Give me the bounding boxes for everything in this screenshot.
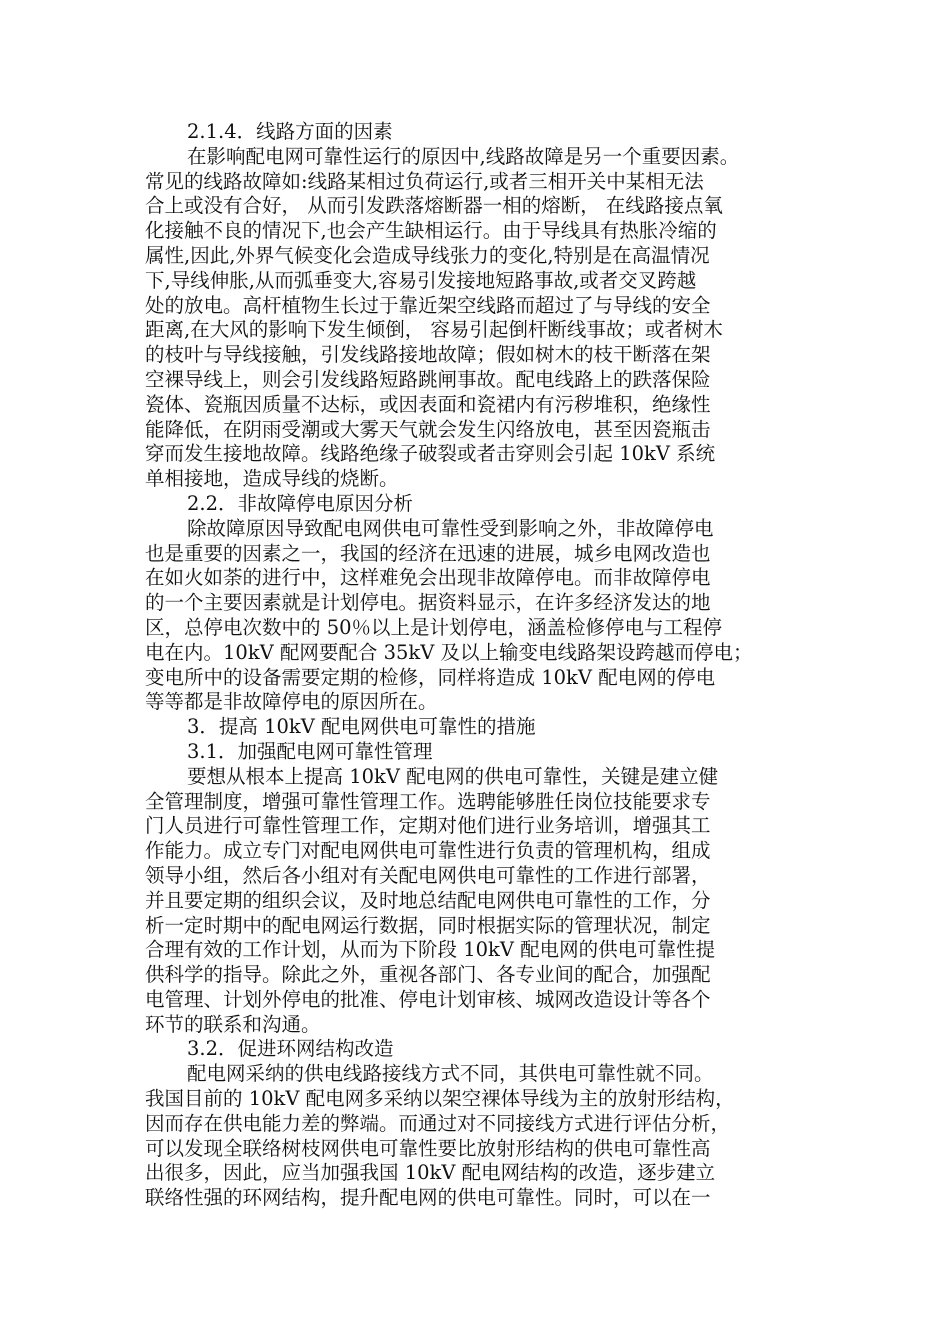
document-body [145, 120, 805, 1211]
paragraph-line: 作能力。成立专门对配电网供电可靠性进行负责的管理机构，组成 [145, 839, 711, 863]
paragraph-line: 配电网采纳的供电线路接线方式不同，其供电可靠性就不同。 [187, 1062, 714, 1086]
paragraph-line: 常见的线路故障如:线路某相过负荷运行,或者三相开关中某相无法 [145, 169, 704, 193]
paragraph-line: 区，总停电次数中的 50％以上是计划停电，涵盖检修停电与工程停 [145, 615, 723, 639]
paragraph-line: 并且要定期的组织会议，及时地总结配电网供电可靠性的工作，分 [145, 888, 711, 912]
paragraph-line: 析一定时期中的配电网运行数据，同时根据实际的管理状况，制定 [145, 913, 711, 937]
paragraph-line: 的一个主要因素就是计划停电。据资料显示，在许多经济发达的地 [145, 591, 711, 615]
paragraph-line: 电在内。10kV 配网要配合 35kV 及以上输变电线路架设跨越而停电； [145, 640, 753, 664]
paragraph-line: 供科学的指导。除此之外，重视各部门、各专业间的配合，加强配 [145, 963, 711, 987]
paragraph-line: 合理有效的工作计划，从而为下阶段 10kV 配电网的供电可靠性提 [145, 938, 716, 962]
paragraph-line: 除故障原因导致配电网供电可靠性受到影响之外，非故障停电 [187, 516, 714, 540]
paragraph-line: 属性,因此,外界气候变化会造成导线张力的变化,特别是在高温情况 [145, 243, 710, 267]
paragraph-line: 合上或没有合好， 从而引发跌落熔断器一相的熔断， 在线路接点氧 [145, 194, 723, 218]
section-heading-2-2: 2.2．非故障停电原因分析 [187, 491, 414, 515]
paragraph-line: 空裸导线上，则会引发线路短路跳闸事故。配电线路上的跌落保险 [145, 367, 711, 391]
paragraph-line: 要想从根本上提高 10kV 配电网的供电可靠性，关键是建立健 [187, 764, 719, 788]
section-heading-3-2: 3.2．促进环网结构改造 [187, 1037, 394, 1061]
paragraph-line: 的枝叶与导线接触，引发线路接地故障；假如树木的枝干断落在架 [145, 343, 711, 367]
paragraph-line: 可以发现全联络树枝网供电可靠性要比放射形结构的供电可靠性高 [145, 1136, 711, 1160]
paragraph-line: 领导小组，然后各小组对有关配电网供电可靠性的工作进行部署， [145, 863, 711, 887]
paragraph-line: 门人员进行可靠性管理工作，定期对他们进行业务培训，增强其工 [145, 814, 711, 838]
paragraph-line: 穿而发生接地故障。线路绝缘子破裂或者击穿则会引起 10kV 系统 [145, 442, 716, 466]
section-heading-3: 3．提高 10kV 配电网供电可靠性的措施 [187, 715, 536, 739]
paragraph-line: 全管理制度，增强可靠性管理工作。选聘能够胜任岗位技能要求专 [145, 789, 711, 813]
paragraph-line: 距离,在大风的影响下发生倾倒， 容易引起倒杆断线事故；或者树木 [145, 318, 723, 342]
paragraph-line: 环节的联系和沟通。 [145, 1012, 321, 1036]
section-heading-3-1: 3.1．加强配电网可靠性管理 [187, 739, 433, 763]
paragraph-line: 电管理、计划外停电的批准、停电计划审核、城网改造设计等各个 [145, 987, 711, 1011]
section-heading-2-1-4: 2.1.4．线路方面的因素 [187, 120, 393, 143]
paragraph-line: 等等都是非故障停电的原因所在。 [145, 690, 438, 714]
paragraph-line: 在影响配电网可靠性运行的原因中,线路故障是另一个重要因素。 [187, 144, 740, 168]
paragraph-line: 也是重要的因素之一，我国的经济在迅速的进展，城乡电网改造也 [145, 541, 711, 565]
paragraph-line: 因而存在供电能力差的弊端。而通过对不同接线方式进行评估分析， [145, 1111, 731, 1135]
paragraph-line: 在如火如荼的进行中，这样难免会出现非故障停电。而非故障停电 [145, 566, 711, 590]
paragraph-line: 联络性强的环网结构，提升配电网的供电可靠性。同时，可以在一 [145, 1186, 711, 1210]
paragraph-line: 瓷体、瓷瓶因质量不达标，或因表面和瓷裙内有污秽堆积，绝缘性 [145, 392, 711, 416]
paragraph-line: 化接触不良的情况下,也会产生缺相运行。由于导线具有热胀冷缩的 [145, 219, 717, 243]
paragraph-line: 我国目前的 10kV 配电网多采纳以架空裸体导线为主的放射形结构， [145, 1087, 735, 1111]
paragraph-line: 能降低，在阴雨受潮或大雾天气就会发生闪络放电，甚至因瓷瓶击 [145, 417, 711, 441]
paragraph-line: 处的放电。高杆植物生长过于靠近架空线路而超过了与导线的安全 [145, 293, 711, 317]
paragraph-line: 出很多，因此，应当加强我国 10kV 配电网结构的改造，逐步建立 [145, 1161, 716, 1185]
paragraph-line: 单相接地，造成导线的烧断。 [145, 467, 399, 491]
paragraph-line: 变电所中的设备需要定期的检修，同样将造成 10kV 配电网的停电 [145, 665, 716, 689]
paragraph-line: 下,导线伸胀,从而弧垂变大,容易引发接地短路事故,或者交叉跨越 [145, 268, 697, 292]
